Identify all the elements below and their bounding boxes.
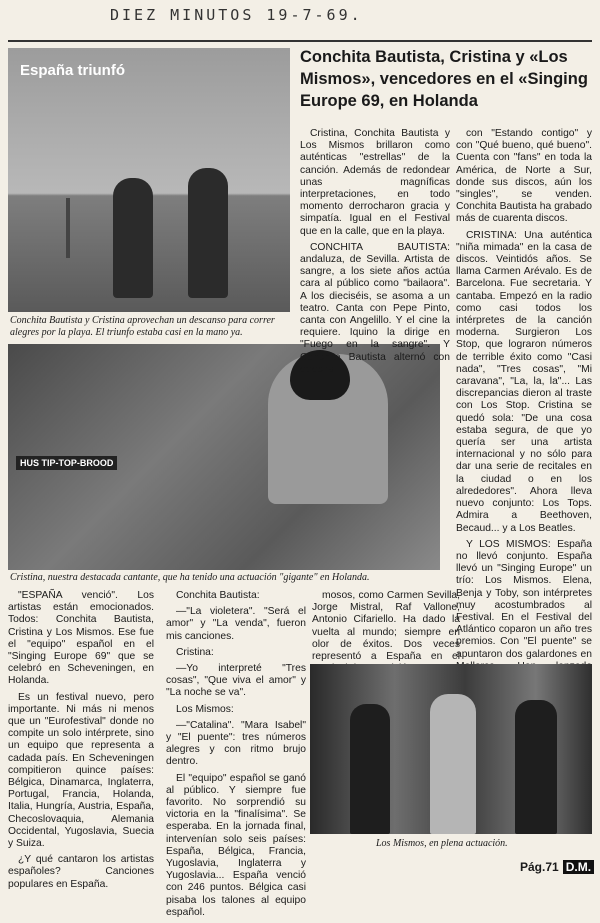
paragraph: CONCHITA BAUTISTA: andaluza, de Sevilla. Artista de sangre, a los siete años actúa cara al público como "bailaora". A los dieciséis, se asoma a un teatro. Canta con Pepe Pinto, canta con Angelillo. Y el cine la requiere. Iquino la dirige en "Fuego en la sangre". Y Conchita Bautista alternó con otros fa- xyxy=(300,241,450,375)
figure-right xyxy=(188,168,228,298)
singer-1 xyxy=(350,704,390,834)
article-column-f xyxy=(166,590,306,923)
photo2-caption: Cristina, nuestra destacada cantante, que ha tenido una actuación "gigante" en Holanda. xyxy=(10,572,370,583)
paragraph: Cristina, Conchita Bautista y Los Mismos brillaron como auténticas "estrellas" de la canción. Además de redondear unas magníficas interpretaciones, en todo momento derrocharon gracia y simpatía. Igual en el Festival que en la calle, que en la playa. xyxy=(300,128,450,237)
singer-2 xyxy=(430,694,476,834)
paragraph: "ESPAÑA venció". Los artistas están emocionados. Todos: Conchita Bautista, Cristina y Los Mismos. Ese fue el "equipo" español en el "Singing Europe 69" que se celebró en Scheveningen, en Holanda. xyxy=(8,590,154,687)
shop-sign: HUS TIP-TOP-BROOD xyxy=(16,456,117,470)
paragraph: —"La violetera". "Será el amor" y "La venda", fueron mis canciones. xyxy=(166,606,306,642)
paragraph: con "Estando contigo" y con "Qué bueno, qué bueno". Cuenta con "fans" en toda la América, de Norte a Sur, donde sus discos, aún los "singles", se venden. Conchita Bautista ha grabado más de cuarenta discos. xyxy=(456,128,592,225)
paragraph: —Yo interpreté "Tres cosas", "Que viva el amor" y "La noche se va". xyxy=(166,663,306,699)
photo-kicker: España triunfó xyxy=(20,62,126,79)
page-number: Pág.71 xyxy=(520,860,559,874)
paragraph: El "equipo" español se ganó al público. Y siempre fue favorito. No sorprendió su victoria en la "finalísima". Se esperaba. En la jornada final, intervenían solo seis países: España, Bélgica, Francia, Yugoslavia, Inglaterra y Yugoslavia... España venció con 246 puntos. Bélgica casi pisaba los talones al equipo español. xyxy=(166,772,306,918)
paragraph: Cristina: xyxy=(176,646,214,658)
top-rule xyxy=(8,40,592,42)
paragraph: Los Mismos: xyxy=(176,703,234,715)
article-column-e xyxy=(8,590,154,895)
singer-3 xyxy=(515,700,557,834)
paragraph: ¿Y qué cantaron los artistas españoles? Canciones populares en España. xyxy=(8,854,154,890)
article-column-a xyxy=(300,128,450,380)
paragraph: Es un festival nuevo, pero importante. Ni más ni menos que un "Eurofestival" donde no compite un solo intérprete, sino un equipo que representa a cadada país. En Scheveningen compitieron quince países: Bélgica, Dinamarca, Inglaterra, Portugal, Francia, Holanda, Italia, Hungría, Austria, España, Checoslovaquia, Alemania Occidental, Yugoslavia, Suecia y Suiza. xyxy=(8,691,154,850)
paragraph: —"Catalina". "Mara Isabel" y "El puente": tres números alegres y con ritmo brujo dentro. xyxy=(166,719,306,768)
paragraph: Y LOS MISMOS: España no llevó conjunto. España llevó un "Singing Europe" un trío: Los Mismos. Elena, Benja y Toby, son intérpretes muy acostumbrados al Festival. En el Festival del Atlántico coparon un año tres premios. Con "El puente" se apuntaron dos galardones en xyxy=(456,538,592,660)
photo3-caption: Los Mismos, en plena actuación. xyxy=(376,838,508,849)
headline: Conchita Bautista, Cristina y «Los Mismos», vencedores en el «Singing Europe 69, en Holanda xyxy=(300,48,588,110)
paragraph: Conchita Bautista: xyxy=(176,590,260,601)
photo1-caption: Conchita Bautista y Cristina aprovechan un descanso para correr alegres por la playa. El triunfo estaba casi en la mano ya. xyxy=(10,315,275,338)
brand-badge: D.M. xyxy=(563,860,594,874)
tower xyxy=(66,198,70,258)
paragraph: CRISTINA: Una auténtica "niña mimada" en la casa de discos. Veintidós años. Se llama Carmen Arévalo. Es de Barcelona. Fue secretaria. Y cantaba. Empezó en la radio como casi todos los intérpretes de la canción moderna. Surgieron Los Stop, que lograron números de terrible éxito como "Casi nada", "Tres cosas", "Mi caravana", "La, la, la"... Las discrepancias dieron al traste con Los Stop. Cristina se quedó sola: "De una cosa estaba segura, de que yo quería ser una artista internacional y no sólo para dar una serie de recitales en la ciudad o en los alrededores". Ahora lleva nuevo conjunto: Los Tops. Admira a Beethoven, Becaud... y a Los Beatles. xyxy=(456,229,592,534)
page-footer xyxy=(520,860,594,874)
beach-photo xyxy=(8,48,290,312)
figure-left xyxy=(113,178,153,298)
handwritten-note: DIEZ MINUTOS 19-7-69. xyxy=(110,6,363,24)
los-mismos-photo xyxy=(310,664,592,834)
paragraph: mosos, como Carmen Sevilla, Jorge Mistral, Raf Vallone, Antonio Cifariello. Ha dado la vuelta al mundo; siempre en olor de éxitos. Dos veces representó a España en el xyxy=(312,590,460,663)
